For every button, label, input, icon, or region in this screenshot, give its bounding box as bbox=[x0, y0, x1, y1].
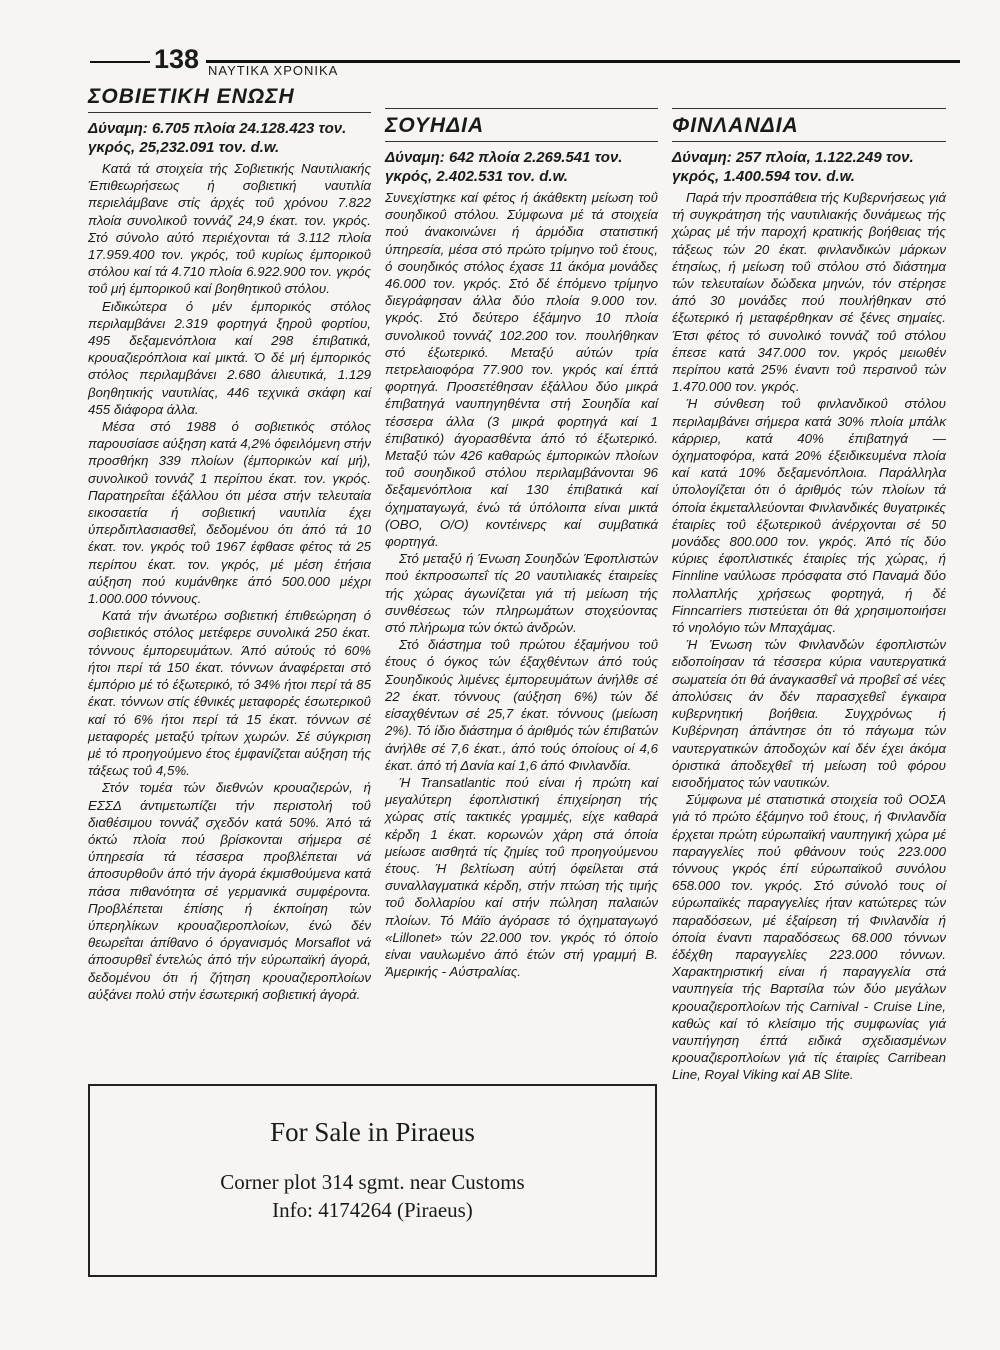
publication-title: ΝΑΥΤΙΚΑ ΧΡΟΝΙΚΑ bbox=[208, 63, 339, 78]
fleet-strength-finland: Δύναμη: 257 πλοία, 1.122.249 τον. γκρός, 1.400.594 τον. d.w. bbox=[672, 141, 946, 186]
column-2 bbox=[385, 80, 658, 980]
paragraph: Παρά τήν προσπάθεια τής Κυβερνήσεως γιά τή συγκράτηση τής ναυτιλιακής δυνάμεως τής χώρας μέ τήν παροχή κρατικής βοήθειας τής τάξεως τών 20 έκατ. φινλανδικών μάρκων έτησίως, ή μείωση τοΰ στόλου στό διάστημα τών τελευταίων δώδεκα μηνών, τόν στέρησε άπό 30 μονάδες πού πουλήθηκαν στό έξωτερικό ή μεταφέρθηκαν σέ ξένες σημαίες. Έτσι φέτος τό συνολικό τοννάζ τοΰ στόλου έπεσε κατά 347.000 τον. γκρός μειωθέν περίπου κατά 25% έναντι τοΰ περσινοΰ τών 1.470.000 τον. γκρός. bbox=[672, 190, 946, 395]
section-title-sweden: ΣΟΥΗΔΙΑ bbox=[385, 114, 485, 137]
paragraph: Συνεχίστηκε καί φέτος ή άκάθεκτη μείωση τοΰ σουηδικοΰ στόλου. Σύμφωνα μέ τά στοιχεία πού άνακοινώνει ή άρμόδια στατιστική ύπηρεσία, μέσα στό πρώτο τρίμηνο τοΰ έτους, ό σουηδικός στόλος έχασε 11 άκόμα μονάδες 46.000 τον. γκρός. Στό δέ έπόμενο τρίμηνο διεγράφησαν άλλα δύο πλοία 9.000 τον. γκρός. Στό δεύτερο έξάμηνο 10 πλοία συνολικοΰ τοννάζ 102.200 τον. πουλήθηκαν στό έξωτερικό. Μεταξύ αύτών τρία πετρελαιοφόρα 77.900 τον. γκρός καί έπτά φορτηγά. Προσετέθησαν έξάλλου δύο μικρά έπιβατηγά ναυπηγηθέντα στή Σουηδία καί τέσσερα άλλα (3 μικρά φορτηγά καί 1 έπιβατικό) άγορασθέντα άπό τό έξωτερικό. Μεταξύ τών 426 καθαρώς έμπορικών πλοίων τοΰ σουηδικοΰ στόλου περιλαμβάνονται 96 δεξαμενόπλοια καί 130 έπιβατικά καί όχηματαγωγά, ένώ τά ύπόλοιπα είναι μικτά (ΟΒΟ, Ο/Ο) κοντέινερς καί συμβατικά φορτηγά. bbox=[385, 190, 658, 550]
paragraph: Ή Transatlantic πού είναι ή πρώτη καί μεγαλύτερη έφοπλιστική έπιχείρηση τής χώρας στίς τακτικές γραμμές, είχε καθαρά κέρδη 1 έκατ. κορωνών χάρη στά όποία μείωσε αισθητά τίς ζημίες τοΰ προηγούμενου έτους. Ή βελτίωση αύτή όφείλεται στά συναλλαγματικά κέρδη, στήν πτώση τής τιμής τοΰ δολλαρίου καί στήν πώληση παλαιών πλοίων. Τό Μάϊο άγόρασε τό όχηματαγωγό «Lillonet» τών 22.000 τον. γκρός τό όποίο είναι ναυλωμένο άπό έτών στή γραμμή Β. Άμερικής - Αύστραλίας. bbox=[385, 774, 658, 980]
article-body-sweden bbox=[385, 189, 658, 980]
paragraph: Ή σύνθεση τοΰ φινλανδικοΰ στόλου περιλαμβάνει σήμερα κατά 30% πλοία μπάλκ κάρριερ, κατά 40% έπιβατηγά — όχηματοφόρα, κατά 20% έξειδικευμένα πλοία καί κατά 10% δεξαμενόπλοια. Παράλληλα ύπολογίζεται ότι ό άριθμός τών πλοίων τά όποία έκμεταλλεύονται Φινλανδικές θυγατρικές έταιρίες τοΰ έξωτερικοΰ άνέρχονται σέ 50 μονάδες 800.000 τον. γκρός. Άπό τίς δύο κύριες έφοπλιστικές έταιρίες τής χώρας, ή Finnline ναύλωσε πρόσφατα στό Παναμά δύο πολλαπλής χρήσεως φορτηγά, ή δέ Finncarriers πιστεύεται ότι θά χρησιμοποιήσει τό νηολόγιο τών Μπαχάμας. bbox=[672, 396, 946, 636]
ad-title: For Sale in Piraeus bbox=[270, 1117, 475, 1147]
page-number: 138 bbox=[154, 44, 200, 74]
paragraph: Ή Ένωση τών Φινλανδών έφοπλιστών ειδοποίησαν τά τέσσερα κύρια ναυτεργατικά σωματεία ότι θά άναγκασθεΐ νά προβεΐ σέ νέες άπολύσεις άν δέν παρασχεθεΐ έγκαιρα κυβερνητική βοήθεια. Συγχρόνως ή Κυβέρνηση άπάντησε ότι τό πάγωμα τών ναυτεργατικών άποδοχών καί δέν έχει άκόμα όριστικά άποδεχθεΐ τή μείωση τοΰ φόρου εισοδήματος τών ναυτικών. bbox=[672, 637, 946, 790]
classified-advertisement bbox=[88, 1084, 657, 1277]
column-3 bbox=[672, 80, 946, 1084]
paragraph: Ειδικώτερα ό μέν έμπορικός στόλος περιλαμβάνει 2.319 φορτηγά ξηροΰ φορτίου, 495 δεξαμενόπλοια καί 298 έπιβατικά, κρουαζιερόπλοια καί μικτά. Ό δέ μή έμπορικός στόλος περιλαμβάνει 2.680 άλιευτικά, 1.129 βοηθητικής ναυτιλίας, 446 τεχνικά σκάφη καί 455 διάφορα άλλα. bbox=[88, 298, 371, 417]
section-title-finland: ΦΙΝΛΑΝΔΙΑ bbox=[672, 114, 799, 137]
fleet-strength-sweden: Δύναμη: 642 πλοία 2.269.541 τον. γκρός, 2.402.531 τον. d.w. bbox=[385, 141, 658, 186]
paragraph: Κατά τήν άνωτέρω σοβιετική έπιθεώρηση ό σοβιετικός στόλος μετέφερε συνολικά 250 έκατ. τόννους έμπορευμάτων. Άπό αύτούς τό 60% ήτοι περί τά 150 έκατ. τόννων άναφέρεται στό έμπόριο μέ τό έξωτερικό, τό 34% ήτοι περί τά 85 έκατ. τόννων στίς έθνικές μεταφορές έσωτερικοΰ καί τό 6% ήτοι περί τά 15 έκατ. τόννων σέ μεταφορές μεταξύ τρίτων χωρών. Σέ σύγκριση μέ τό προηγούμενο έτος έμφανίζεται αύξηση τής τάξεως τοΰ 4,5%. bbox=[88, 608, 371, 779]
ad-description: Corner plot 314 sgmt. near Customs bbox=[220, 1170, 525, 1194]
article-body-ussr bbox=[88, 160, 371, 1003]
fleet-strength-ussr: Δύναμη: 6.705 πλοία 24.128.423 τον. γκρός, 25,232.091 τον. d.w. bbox=[88, 112, 371, 157]
section-rule bbox=[672, 108, 946, 109]
paragraph: Σύμφωνα μέ στατιστικά στοιχεία τοΰ ΟΟΣΑ γιά τό πρώτο έξάμηνο τοΰ έτους, ή Φινλανδία έρχεται πρώτη εύρωπαϊκή ναυπηγική χώρα μέ παραγγελίες πού φθάνουν τούς 223.000 τόννους γκρός έπί εύρωπαϊκοΰ συνόλου 658.000 τον. γκρός. Στό σύνολό τους οί εύρωπαϊκές παραγγελίες ήταν κατώτερες τών παραδόσεων, μέ έξαίρεση τή Φινλανδία ή όποία έναντι παραδόσεως 68.000 τόννων έδέχθη παραγγελίες 223.000 τόννων. Χαρακτηριστική είναι ή παραγγελία στά ναυπηγεία τής Βαρτσίλα τών δύο μεγάλων κρουαζιεροπλοίων τής Carnival - Cruise Line, καθώς καί τό κλείσιμο τής συμφωνίας γιά ναυπήγηση έπτά ειδικά σχεδιασμένων κρουαζιεροπλοίων γιά τίς έταιρίες Carribean Line, Royal Viking καί AB Slite. bbox=[672, 792, 946, 1083]
paragraph: Κατά τά στοιχεία τής Σοβιετικής Ναυτιλιακής Έπιθεωρήσεως ή σοβιετική ναυτιλία περιελάμβανε στίς άρχές τοΰ χρόνου 7.822 πλοία συνολικοΰ τοννάζ 24,9 έκατ. τον. γκρός. Στό σύνολο αύτό περιέχονται τά 3.112 πλοία 17.959.400 τον. γκρός, τοΰ κυρίως έμπορικοΰ στόλου καί τά 4.710 πλοία 6.922.900 τον. γκρός τοΰ μή έμπορικοΰ καί βοηθητικοΰ στόλου. bbox=[88, 161, 371, 297]
ad-contact: Info: 4174264 (Piraeus) bbox=[272, 1198, 473, 1222]
article-body-finland bbox=[672, 189, 946, 1084]
paragraph: Στό μεταξύ ή Ένωση Σουηδών Έφοπλιστών πού έκπροσωπεΐ τίς 20 ναυτιλιακές έταιρείες τής χώρας άγωνίζεται γιά τή μείωση τής συνθέσεως τών πληρωμάτων στοχεύοντας στό πλήρωμα τών όκτώ άνδρών. bbox=[385, 551, 658, 636]
section-rule bbox=[385, 108, 658, 109]
paragraph: Στόν τομέα τών διεθνών κρουαζιερών, ή ΕΣΣΔ άντιμετωπίζει τήν περιστολή τοΰ διαθέσιμου τοννάζ σχεδόν κατά 50%. Άπό τά όκτώ πλοία πού βρίσκονται σήμερα σέ ύπηρεσία τά τέσσερα προβλέπεται νά άποσυρθοΰν άπό τήν άγορά έκμισθούμενα κατά πάσα πιθανότητα σέ γερμανικά συμφέροντα. Προβλέπεται έπίσης ή έκποίηση τών ύπερηλίκων κρουαζιεροπλοίων, ένώ δέν θεωρεΐται άπίθανο ό όργανισμός Morsaflot νά άποσυρθεΐ έντελώς άπό τήν εύρωπαϊκή άγορά, δεδομένου ότι ή ζήτηση κρουαζιεροπλοίων αύξάνει πολύ στήν έσωτερική σοβιετική άγορά. bbox=[88, 780, 371, 1002]
header-rule-left bbox=[90, 61, 150, 63]
page-header bbox=[90, 44, 960, 78]
paragraph: Μέσα στό 1988 ό σοβιετικός στόλος παρουσίασε αύξηση κατά 4,2% όφειλόμενη στήν προσθήκη 339 πλοίων (έμπορικών καί μή), συνολικοΰ τοννάζ 1 περίπου έκατ. τον. γκρός. Παρατηρεΐται έξάλλου ότι μέσα στήν τελευταία εικοσαετία ή σοβιετική ναυτιλία έχει ύπερδιπλασιασθεΐ, δεδομένου ότι άπό τά 10 έκατ. τον. γκρός τοΰ 1967 έφθασε φέτος τά 25 περίπου έκατ. τον. γκρός, μέ μέση έτήσια αύξηση πού κυμάνθηκε άπό 500.000 μέχρι 1.000.000 τόννους. bbox=[88, 419, 371, 607]
paragraph: Στό διάστημα τοΰ πρώτου έξαμήνου τοΰ έτους ό όγκος τών έξαχθέντων άπό τούς Σουηδικούς λιμένες έμπορευμάτων άνήλθε σέ 22 έκατ. τόννους (αύξηση 6%) τών δέ είσαχθέντων σέ 25,7 έκατ. τόννους (μείωση 2%). Τό ίδιο διάστημα ό άριθμός τών έπιβατών άνήλθε σέ 7,6 έκατ., άπό τούς όποίους οί 4,6 έκατ. άπό τή Δανία καί 1,6 άπό Φινλανδία. bbox=[385, 637, 658, 773]
column-1 bbox=[88, 80, 371, 1003]
section-title-ussr: ΣΟΒΙΕΤΙΚΗ ΕΝΩΣΗ bbox=[88, 85, 295, 108]
